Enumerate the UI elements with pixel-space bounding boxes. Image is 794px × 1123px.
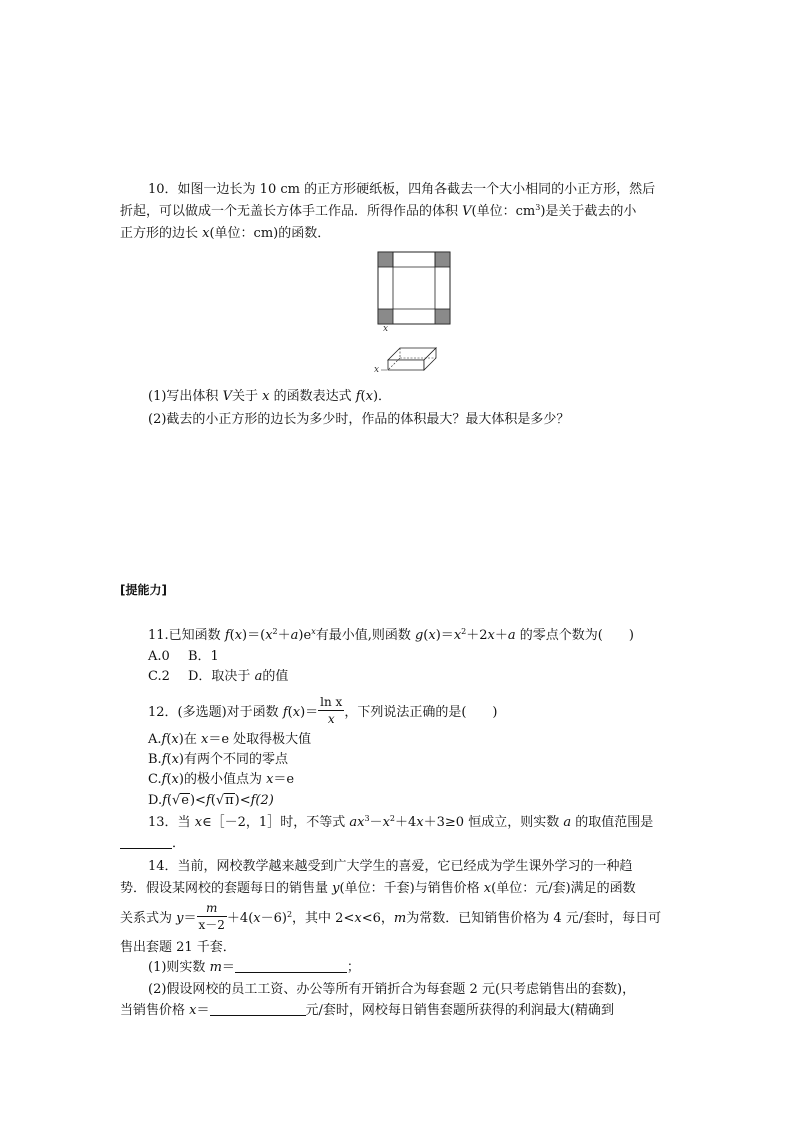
q11-option-a: A.0 bbox=[148, 649, 170, 664]
q11-options-row-2 bbox=[148, 667, 289, 687]
q10-sub-2: (2)截去的小正方形的边长为多少时，作品的体积最大？最大体积是多少？ bbox=[148, 412, 570, 427]
q12-option-c: C.f(x)的极小值点为 x＝e bbox=[148, 772, 295, 787]
figure-label-x-bottom: x bbox=[374, 365, 380, 375]
q12-option-d: D.f(√e)<f(√π)<f(2) bbox=[148, 793, 274, 808]
q14-line-4: 售出套题 21 千套． bbox=[120, 940, 236, 955]
q14-m-answer-blank bbox=[235, 959, 347, 973]
q14-fraction: $\frac{m}{x-2}$ bbox=[198, 901, 225, 932]
q13-stem: 13．当 x∈［－2，1］时，不等式 $ax^3-x^2+4x+3\ge 0$ 恒成立，则实数 a 的取值范围是 bbox=[148, 814, 654, 830]
q14-line-2: 势．假设某网校的套题每日的销售量 y(单位：千套)与销售价格 x(单位：元/套)满足的函数 bbox=[120, 881, 636, 896]
q11-option-c: C.2 bbox=[148, 669, 170, 684]
q11-options-row-1 bbox=[148, 647, 219, 667]
q10-line-3: 正方形的边长 x(单位：cm)的函数． bbox=[120, 226, 331, 241]
q10-line-2: 折起，可以做成一个无盖长方体手工作品．所得作品的体积 V(单位：$cm^3$)是关于截去的小 bbox=[120, 203, 637, 219]
q12-option-a: A.f(x)在 x＝e 处取得极大值 bbox=[148, 732, 312, 747]
open-box-figure bbox=[370, 336, 442, 376]
q11-option-b: B．1 bbox=[188, 649, 219, 664]
q14-sub-1: (1)则实数 m＝ ； bbox=[148, 960, 360, 975]
q13-answer-line: ． bbox=[120, 834, 185, 854]
q14-price-answer-blank bbox=[210, 1002, 306, 1016]
q14-line-3: 关系式为 y＝ $\frac{m}{x-2}$ $+4(x-6)^2$，其中 2<x<6，m为常数．已知销售价格为 4 元/套时，每日可 bbox=[120, 901, 662, 932]
q10-line-1: 10．如图一边长为 10 cm 的正方形硬纸板，四角各截去一个大小相同的小正方形，然后 bbox=[148, 182, 656, 197]
q13-answer-blank bbox=[120, 835, 172, 849]
q11-option-d: D．取决于 a的值 bbox=[188, 669, 289, 684]
q14-sub-2-line-2: 当销售价格 x＝ 元/套时，网校每日销售套题所获得的利润最大(精确到 bbox=[120, 1003, 614, 1018]
q14-sub-2-line-1: (2)假设网校的员工工资、办公等所有开销折合为每套题 2 元(只考虑销售出的套数)， bbox=[148, 982, 636, 997]
q12-fraction: $\frac{\text{ln x}}{x}$ bbox=[320, 695, 343, 726]
figure-label-x-top: x bbox=[383, 324, 389, 334]
q11-stem: 11.已知函数 $f(x)=(x^2+a)e^x$有最小值,则函数 $g(x)=x^2+2x+a$ 的零点个数为( ) bbox=[148, 627, 634, 643]
section-title: [提能力] bbox=[120, 583, 167, 597]
q10-sub-1: (1)写出体积 V关于 x 的函数表达式 f(x)． bbox=[148, 389, 392, 404]
q12-option-b: B.f(x)有两个不同的零点 bbox=[148, 752, 289, 767]
q14-line-1: 14．当前，网校教学越来越受到广大学生的喜爱，它已经成为学生课外学习的一种趋 bbox=[148, 859, 633, 874]
q12-stem: 12．(多选题)对于函数 f(x)＝ $\frac{\text{ln x}}{x}$ ，下列说法正确的是( ) bbox=[148, 695, 498, 726]
cardboard-square-figure bbox=[372, 248, 456, 334]
